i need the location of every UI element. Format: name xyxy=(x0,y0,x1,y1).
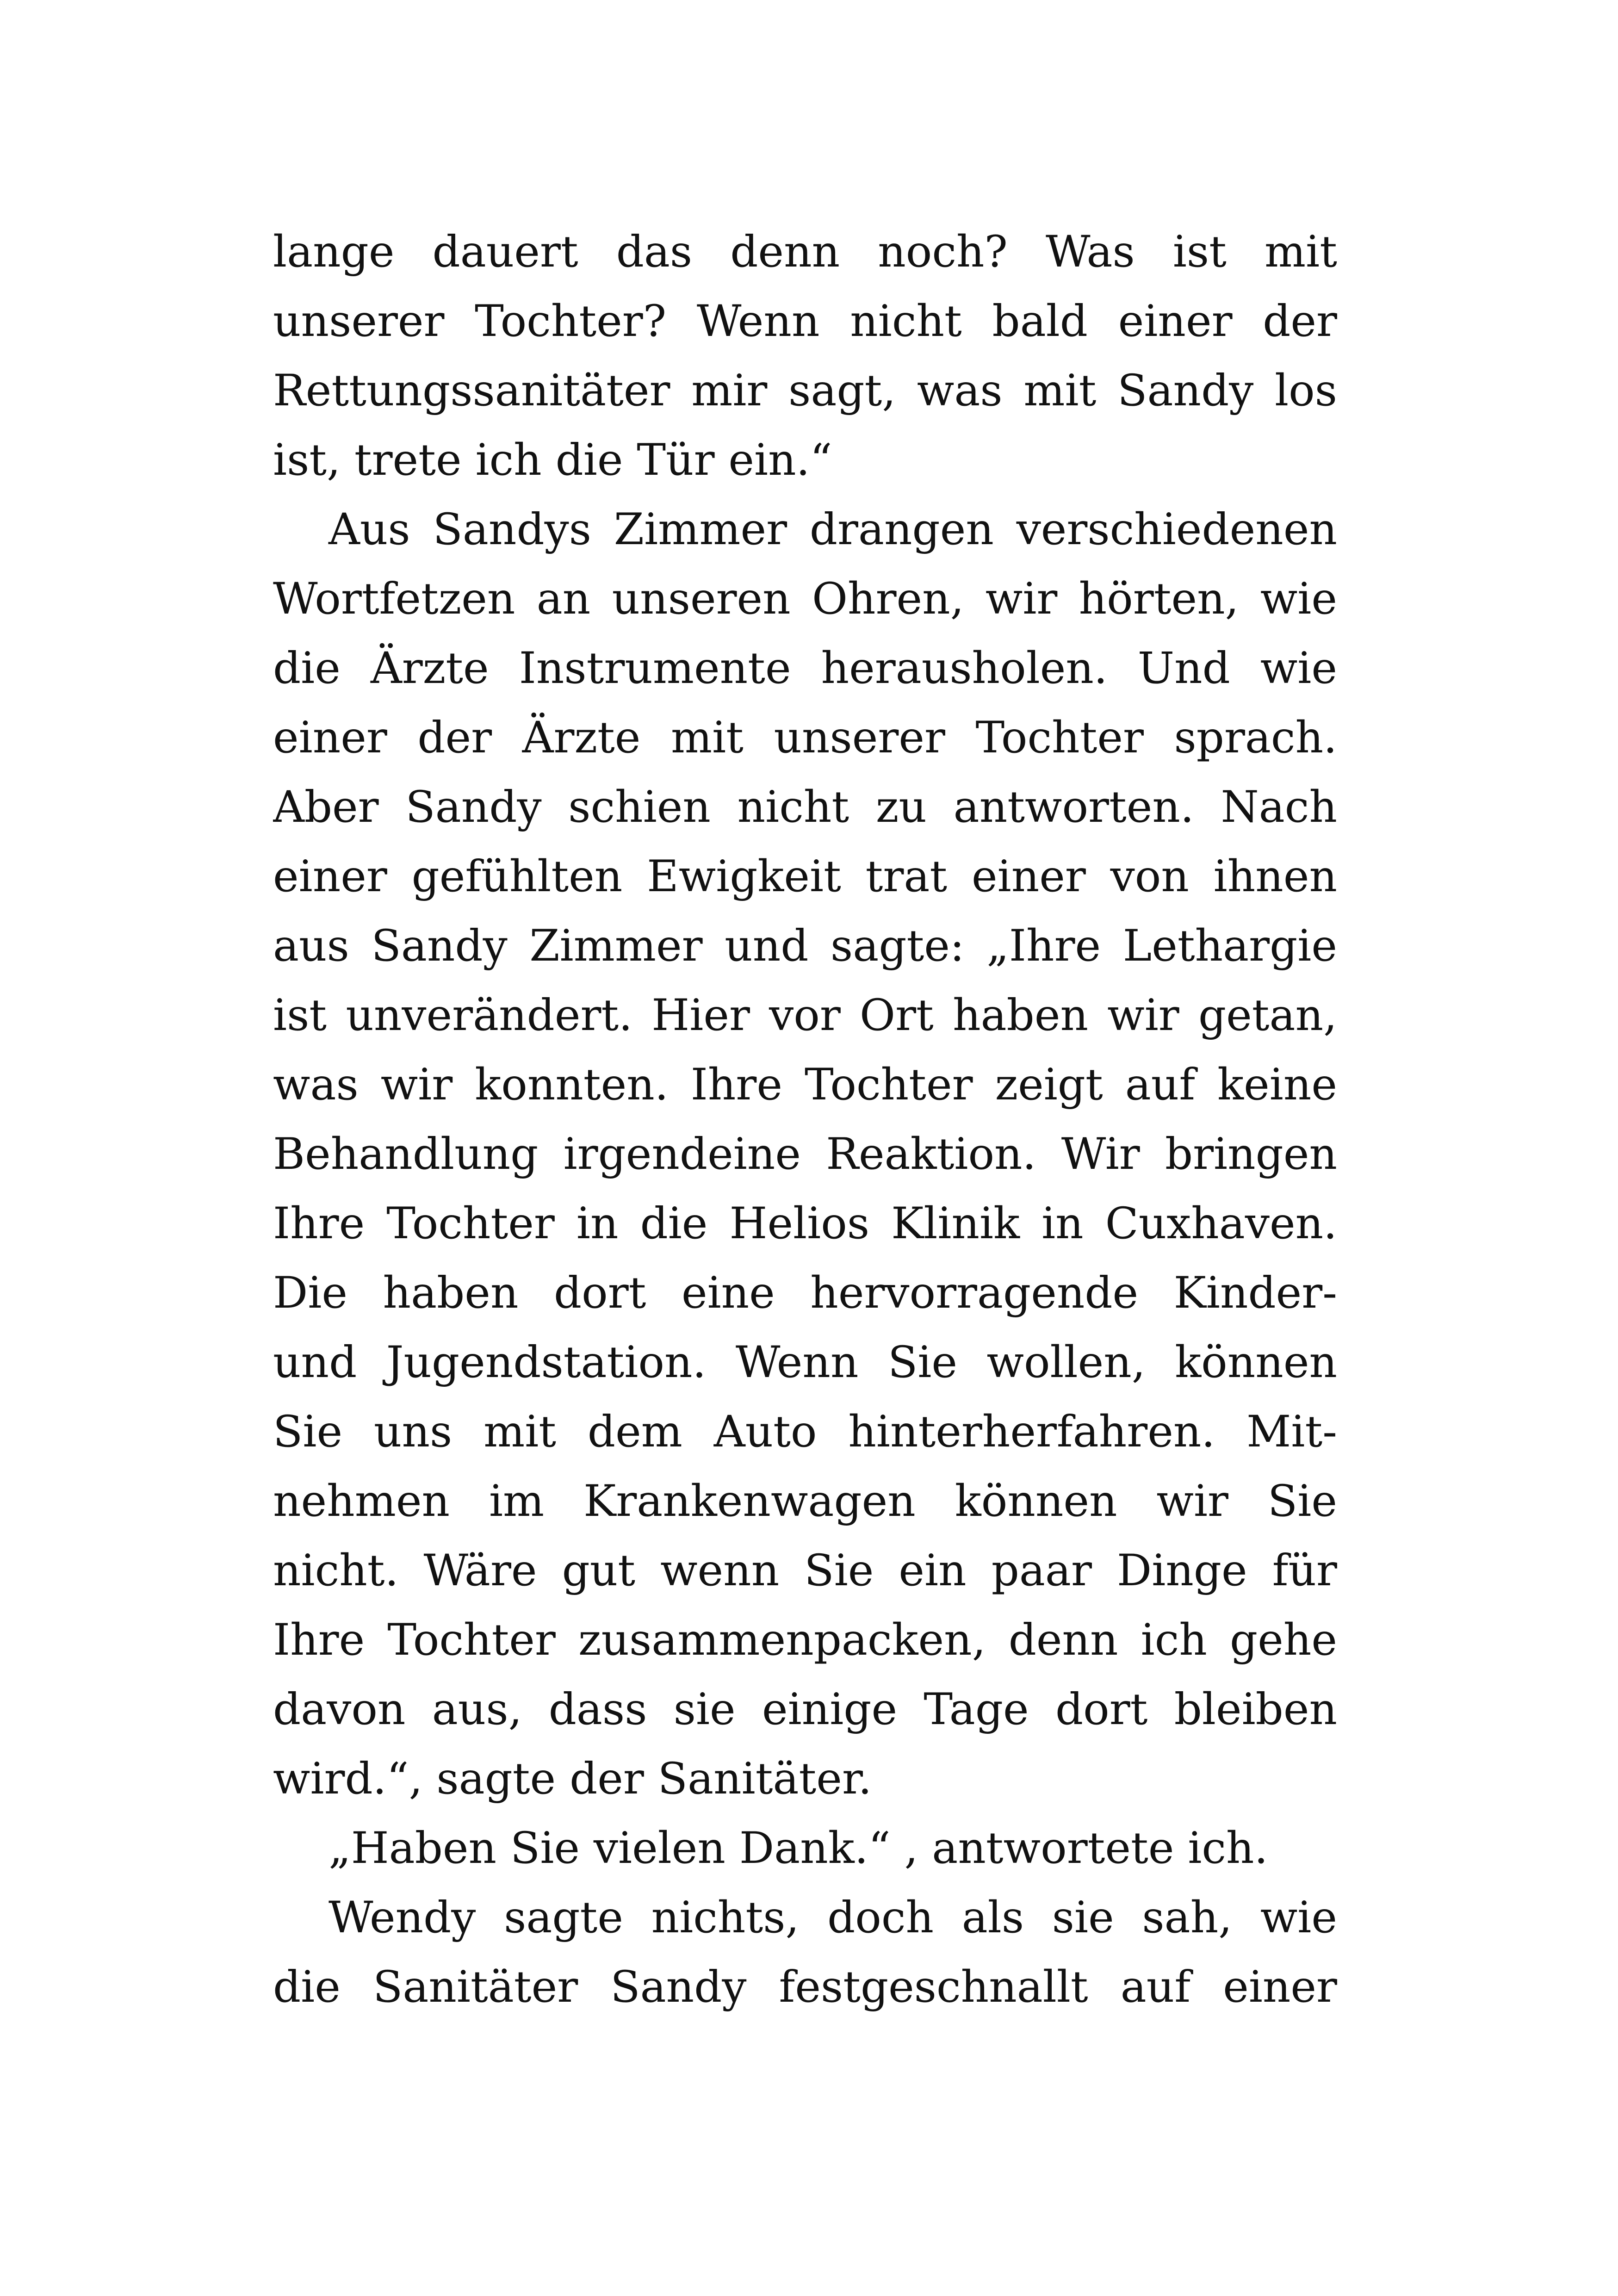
text-line: Wendy sagte nichts, doch als sie sah, wie xyxy=(329,1893,1337,1943)
text-line: Aus Sandys Zimmer drangen verschiedenen xyxy=(329,504,1337,555)
paragraph-3 xyxy=(273,1814,1337,1883)
text-line: unserer Tochter? Wenn nicht bald einer der xyxy=(273,296,1337,347)
text-line: was wir konnten. Ihre Tochter zeigt auf keine xyxy=(273,1060,1337,1110)
text-line: Ihre Tochter zusammenpacken, denn ich gehe xyxy=(273,1615,1337,1665)
paragraph-2 xyxy=(273,495,1337,1814)
text-line: Ihre Tochter in die Helios Klinik in Cuxhaven. xyxy=(273,1198,1337,1249)
paragraph-4 xyxy=(273,1883,1337,2022)
text-line: die Sanitäter Sandy festgeschnallt auf einer xyxy=(273,1962,1337,2012)
text-line: Wortfetzen an unseren Ohren, wir hörten, wie xyxy=(273,574,1337,624)
text-line: lange dauert das denn noch? Was ist mit xyxy=(273,227,1337,277)
paragraph-1 xyxy=(273,217,1337,495)
text-line: Sie uns mit dem Auto hinterherfahren. Mit- xyxy=(273,1407,1337,1457)
text-line: wird.“, sagte der Sanitäter. xyxy=(273,1754,872,1804)
text-line: nicht. Wäre gut wenn Sie ein paar Dinge für xyxy=(273,1545,1337,1596)
text-line: nehmen im Krankenwagen können wir Sie xyxy=(273,1476,1337,1527)
text-line: Rettungssanitäter mir sagt, was mit Sandy los xyxy=(273,366,1337,416)
text-line: „Haben Sie vielen Dank.“ , antwortete ich. xyxy=(329,1823,1268,1874)
text-line: Aber Sandy schien nicht zu antworten. Nach xyxy=(273,782,1337,832)
text-line: davon aus, dass sie einige Tage dort bleiben xyxy=(273,1684,1337,1735)
text-line: aus Sandy Zimmer und sagte: „Ihre Lethargie xyxy=(273,921,1337,971)
text-line: und Jugendstation. Wenn Sie wollen, können xyxy=(273,1337,1337,1388)
text-line: ist, trete ich die Tür ein.“ xyxy=(273,435,832,485)
text-line: Die haben dort eine hervorragende Kinder- xyxy=(273,1268,1337,1318)
body-text xyxy=(273,217,1337,2022)
text-line: einer der Ärzte mit unserer Tochter sprach. xyxy=(273,713,1337,763)
text-line: Behandlung irgendeine Reaktion. Wir bringen xyxy=(273,1129,1337,1179)
text-line: einer gefühlten Ewigkeit trat einer von ihnen xyxy=(273,851,1337,902)
text-line: ist unverändert. Hier vor Ort haben wir getan, xyxy=(273,990,1337,1041)
text-line: die Ärzte Instrumente herausholen. Und wie xyxy=(273,643,1337,694)
